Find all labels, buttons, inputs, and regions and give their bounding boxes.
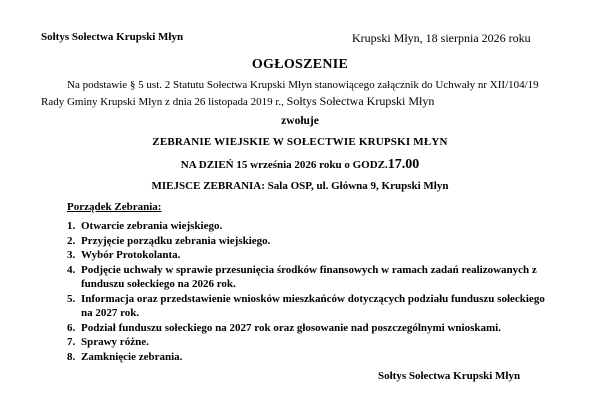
agenda-item-number: 7. [67, 336, 76, 348]
agenda-item-text: Zamknięcie zebrania. [81, 350, 183, 363]
agenda-list [67, 219, 587, 364]
agenda-item-text: Otwarcie zebrania wiejskiego. [81, 220, 223, 232]
agenda-item-text: Podjęcie uchwały w sprawie przesunięcia środków finansowych w ramach zadań realizowanych z [81, 263, 537, 276]
agenda-item-number: 5. [67, 292, 76, 305]
agenda-item [67, 292, 587, 321]
agenda-item-number: 8. [67, 350, 76, 363]
header-place-date: Krupski Młyn, 18 sierpnia 2026 roku [352, 31, 531, 45]
agenda-item-number: 6. [67, 321, 76, 334]
agenda-title: Porządek Zebrania: [67, 201, 162, 213]
agenda-item-text-continued: na 2027 rok. [81, 307, 140, 319]
agenda-item [67, 321, 587, 336]
convenes-word: zwołuje [281, 115, 319, 127]
agenda-item-text-continued: funduszu sołeckiego na 2026 rok. [81, 278, 236, 290]
agenda-item [67, 234, 587, 249]
agenda-item-text: Podział funduszu sołeckiego na 2027 rok oraz głosowanie nad poszczególnymi wnioskami. [81, 321, 501, 334]
intro-line-2 [41, 94, 434, 109]
meeting-date-text: NA DZIEŃ 15 września 2026 roku o GODZ. [180, 159, 388, 171]
agenda-item-number: 1. [67, 220, 76, 232]
meeting-place: MIEJSCE ZEBRANIA: Sala OSP, ul. Główna 9, Krupski Młyn [151, 180, 449, 192]
meeting-date [0, 157, 600, 173]
agenda-item [67, 350, 587, 365]
agenda-item-number: 3. [67, 249, 76, 261]
meeting-name: ZEBRANIE WIEJSKIE W SOŁECTWIE KRUPSKI MŁYN [152, 136, 448, 148]
agenda-item [67, 335, 587, 350]
agenda-item-text: Sprawy różne. [81, 336, 149, 348]
signature: Sołtys Sołectwa Krupski Młyn [378, 370, 521, 382]
intro-line-2-text: Rady Gminy Krupski Młyn z dnia 26 listopada 2019 r., [41, 96, 284, 108]
intro-line-1: Na podstawie § 5 ust. 2 Statutu Sołectwa Krupski Młyn stanowiącego załącznik do Uchwały nr XII/104/19 [67, 79, 539, 91]
document-title: OGŁOSZENIE [251, 57, 349, 72]
agenda-item-text: Informacja oraz przedstawienie wniosków mieszkańców dotyczących podziału funduszu sołeckiego [81, 292, 545, 305]
meeting-hour: 17.00 [387, 157, 420, 172]
agenda-item-text: Przyjęcie porządku zebrania wiejskiego. [81, 234, 271, 247]
intro-sender: Sołtys Sołectwa Krupski Młyn [286, 94, 435, 108]
agenda-item [67, 248, 587, 263]
agenda-item [67, 219, 587, 234]
agenda-item-text: Wybór Protokolanta. [81, 249, 181, 261]
agenda-item-number: 4. [67, 263, 76, 276]
agenda-item-number: 2. [67, 234, 76, 247]
agenda-item [67, 263, 587, 292]
header-author: Sołtys Sołectwa Krupski Młyn [41, 31, 184, 43]
